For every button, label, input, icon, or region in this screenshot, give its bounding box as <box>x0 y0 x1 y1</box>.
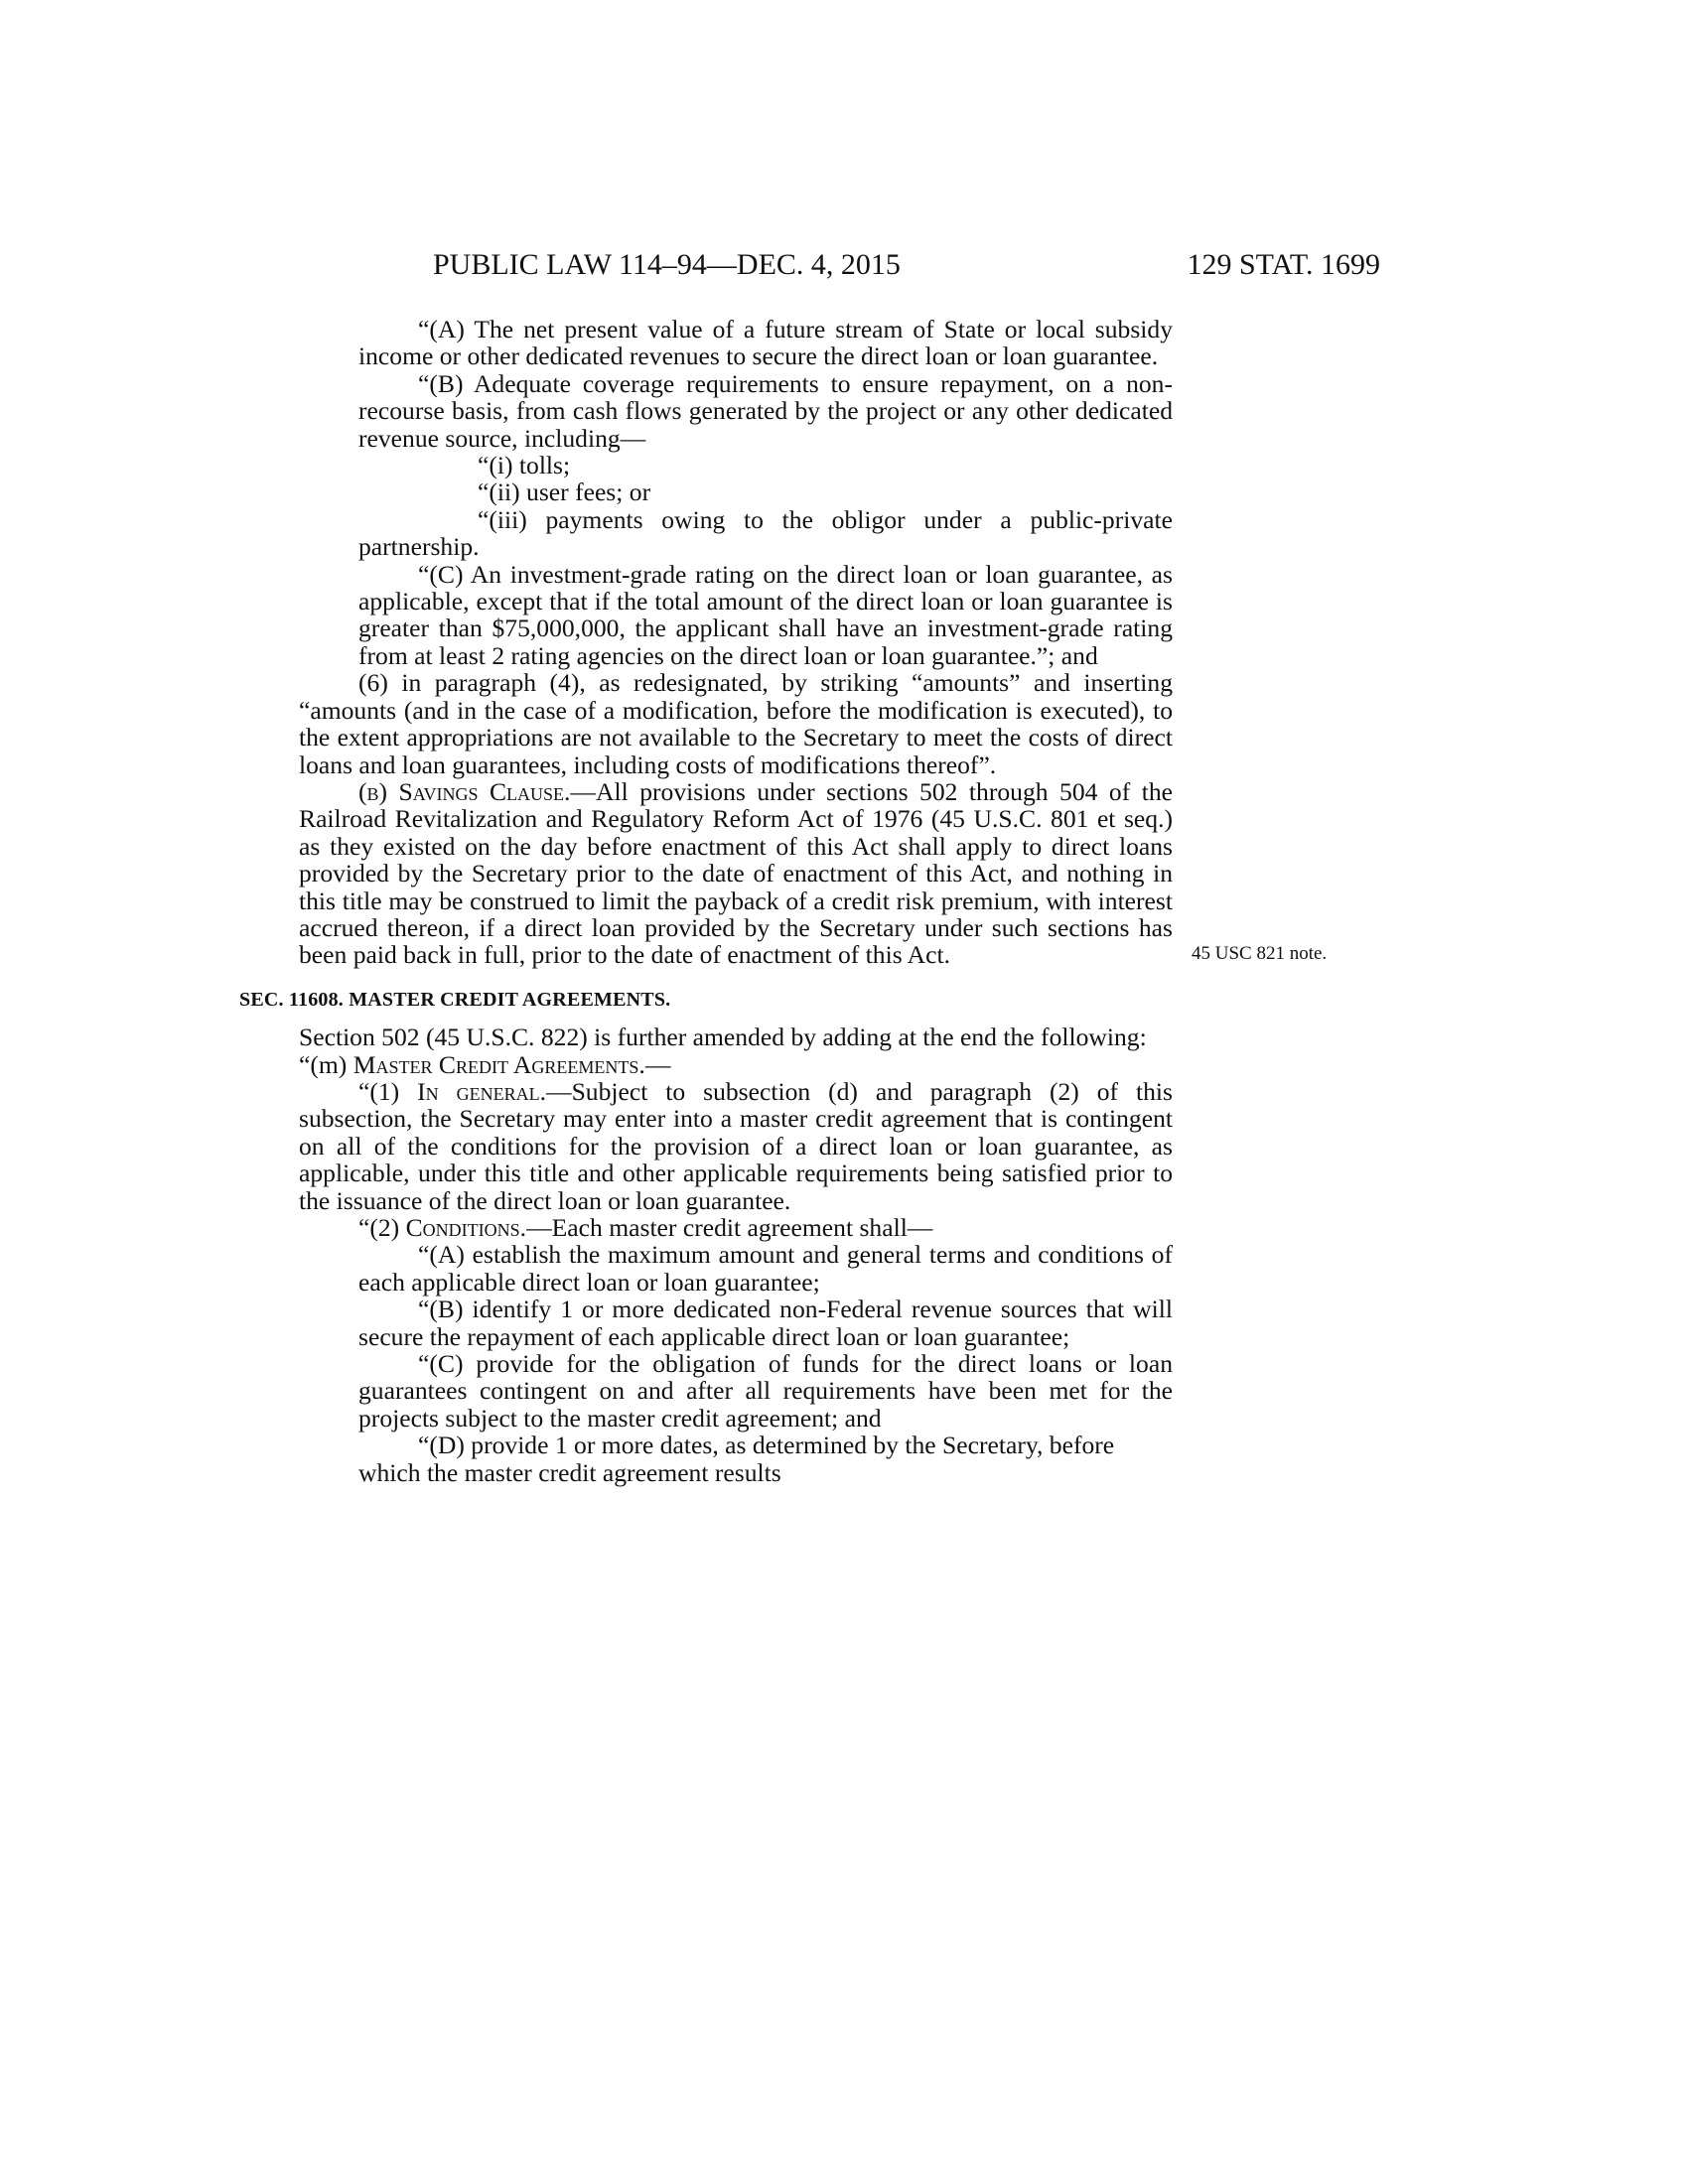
m2-item-c: “(C) provide for the obligation of funds for the direct loans or loan guarantees contingent on and after all requirements have been met for the projects subject to the master credit agreement; and <box>358 1349 1173 1433</box>
m2-text: —Each master credit agreement shall— <box>526 1213 933 1242</box>
paragraph-c: “(C) An investment-grade rating on the direct loan or loan guarantee, as applicable, except that if the total amount of the direct loan or loan guarantee is greater than $75,000,000, the applicant shall have an investment-grade rating from at least 2 rating agencies on the direct loan or loan guarantee.”; and <box>358 559 1173 670</box>
header-citation: PUBLIC LAW 114–94—DEC. 4, 2015 <box>433 248 901 281</box>
m2-prefix: “(2) <box>358 1213 406 1242</box>
paragraph-a: “(A) The net present value of a future stream of State or local subsidy income or other dedicated revenues to secure the direct loan or loan guarantee. <box>358 315 1173 371</box>
paragraph-b: “(B) Adequate coverage requirements to ensure repayment, on a non-recourse basis, from cash flows generated by the project or any other dedicated revenue source, including— <box>358 368 1173 453</box>
clause-ii: “(ii) user fees; or <box>478 478 651 507</box>
paragraph-6: (6) in paragraph (4), as redesignated, by striking “amounts” and inserting “amounts (and in the case of a modification, before the modification is executed), to the extent appropriations are not available to the Secretary to meet the costs of direct loans and loan guarantees, including costs of modifications thereof”. <box>299 668 1173 779</box>
savings-clause <box>239 778 1173 969</box>
m1-prefix: “(1) <box>358 1076 418 1106</box>
paragraph-m1 <box>299 1078 1173 1214</box>
savings-clause-text: —All provisions under sections 502 through 504 of the Railroad Revitalization and Regulatory Reform Act of 1976 (45 U.S.C. 801 et seq.) as they existed on the day before enactment of this Act shall apply to direct loans provided by the Secretary prior to the date of enactment of this Act, and nothing in this title may be construed to limit the payback of a credit risk premium, with interest accrued thereon, if a direct loan provided by the Secretary under such sections has been paid back in full, prior to the date of enactment of this Act. <box>299 776 1173 970</box>
m1-text: —Subject to subsection (d) and paragraph (2) of this subsection, the Secretary may enter into a master credit agreement that is contingent on all of the conditions for the provision of a direct loan or loan guarantee, as applicable, under this title and other applicable requirements being satisfied prior to the issuance of the direct loan or loan guarantee. <box>299 1076 1173 1215</box>
header-stat-page: 129 STAT. 1699 <box>1187 248 1380 281</box>
savings-clause-label: (b) Savings Clause. <box>358 776 571 806</box>
m2-item-b: “(B) identify 1 or more dedicated non-Federal revenue sources that will secure the repayment of each applicable direct loan or loan guarantee; <box>358 1295 1173 1351</box>
subsection-m-heading <box>299 1051 1173 1078</box>
clause-i: “(i) tolls; <box>478 451 571 480</box>
section-heading: SEC. 11608. MASTER CREDIT AGREEMENTS. <box>239 988 671 1011</box>
m2-item-d: “(D) provide 1 or more dates, as determined by the Secretary, before which the master credit agreement results <box>358 1431 1115 1487</box>
page-header <box>415 248 1380 288</box>
m2-item-a: “(A) establish the maximum amount and general terms and conditions of each applicable direct loan or loan guarantee; <box>358 1240 1173 1297</box>
paragraph-m2 <box>299 1214 1173 1241</box>
m2-label: Conditions. <box>405 1213 527 1242</box>
m-label: Master Credit Agreements. <box>352 1049 645 1079</box>
clause-iii: “(iii) payments owing to the obligor under a public-private partnership. <box>358 504 1173 562</box>
margin-note: 45 USC 821 note. <box>1192 943 1328 964</box>
section-intro: Section 502 (45 U.S.C. 822) is further amended by adding at the end the following: <box>299 1023 1147 1052</box>
m-prefix: “(m) <box>299 1049 353 1079</box>
m-suffix: — <box>644 1049 671 1079</box>
document-body <box>239 315 1173 1487</box>
m1-label: In general. <box>417 1076 546 1106</box>
